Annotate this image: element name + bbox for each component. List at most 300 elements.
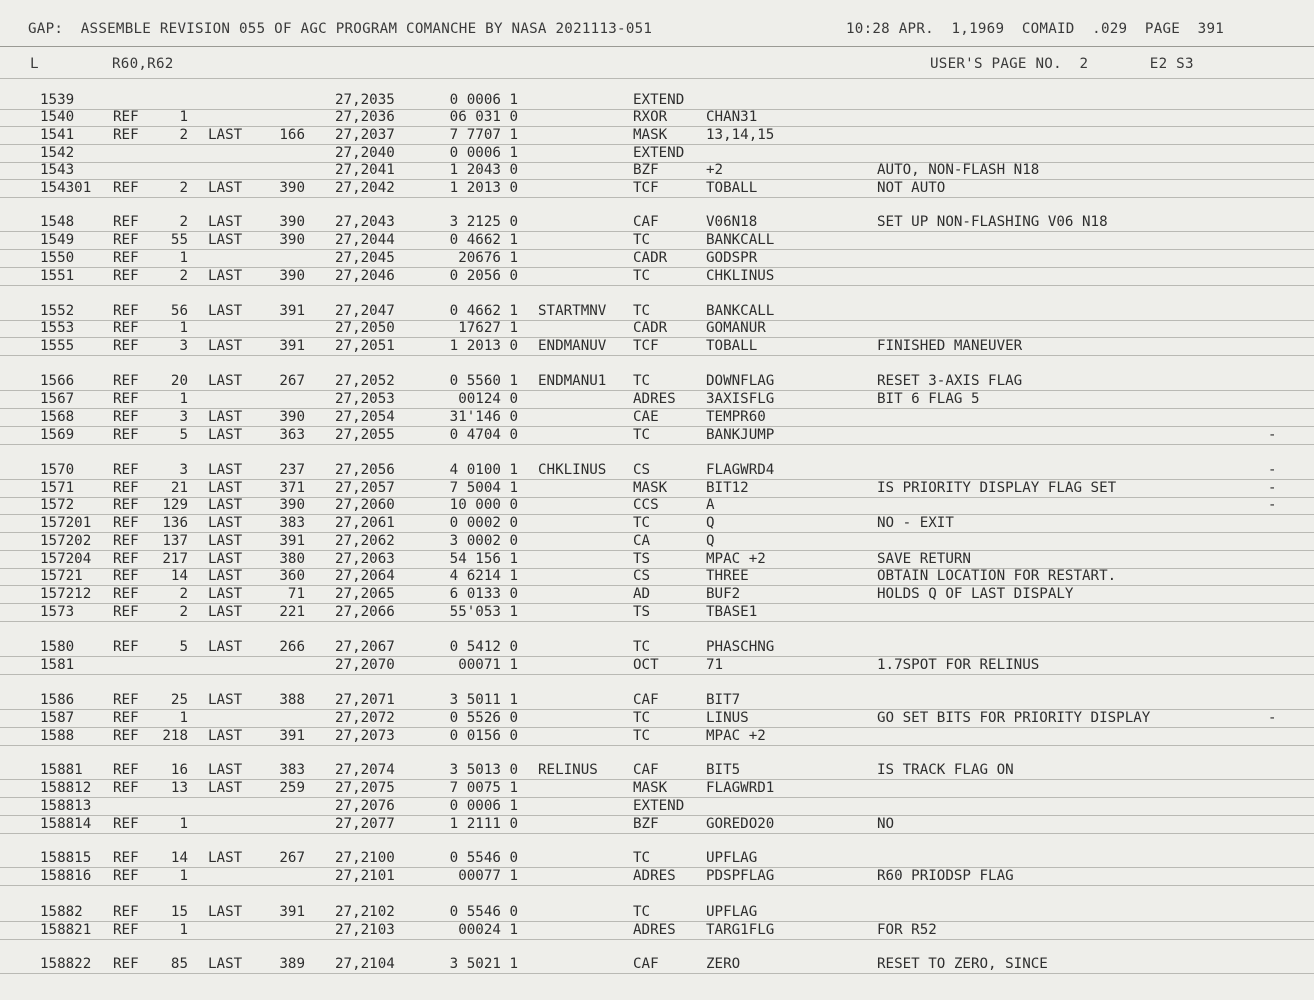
- cell-operand: BIT7: [706, 692, 741, 708]
- cell-lastn: 391: [279, 533, 305, 549]
- cell-operand: BUF2: [706, 586, 741, 602]
- cell-operand: BANKCALL: [706, 303, 775, 319]
- cell-lastn: 166: [279, 127, 305, 143]
- cell-refn: 20: [170, 373, 188, 389]
- paper-rule: [0, 585, 1314, 586]
- paper-rule: [0, 355, 1314, 356]
- cell-line: 158822: [40, 956, 92, 972]
- paper-rule: [0, 797, 1314, 798]
- cell-lastn: 371: [279, 480, 305, 496]
- cell-operand: TBASE1: [706, 604, 758, 620]
- cell-word: 0 2056 0: [449, 268, 518, 284]
- cell-last: LAST: [208, 904, 243, 920]
- cell-word: 4 6214 1: [449, 568, 518, 584]
- cell-word: 0 0006 1: [449, 798, 518, 814]
- cell-label: CHKLINUS: [538, 462, 607, 478]
- cell-op: CAF: [633, 214, 659, 230]
- cell-line: 1588: [40, 728, 75, 744]
- cell-line: 1551: [40, 268, 75, 284]
- cell-word: 0 5560 1: [449, 373, 518, 389]
- cell-last: LAST: [208, 427, 243, 443]
- cell-op: ADRES: [633, 868, 676, 884]
- cell-comment: HOLDS Q OF LAST DISPALY: [877, 586, 1074, 602]
- cell-lastn: 380: [279, 551, 305, 567]
- cell-lastn: 388: [279, 692, 305, 708]
- cell-operand: GOMANUR: [706, 320, 766, 336]
- cell-lastn: 390: [279, 497, 305, 513]
- cell-refn: 1: [179, 391, 188, 407]
- cell-addr: 27,2040: [335, 145, 395, 161]
- cell-comment: R60 PRIODSP FLAG: [877, 868, 1014, 884]
- cell-label: STARTMNV: [538, 303, 607, 319]
- cell-op: EXTEND: [633, 798, 685, 814]
- cell-op: CAF: [633, 762, 659, 778]
- cell-refn: 14: [170, 850, 188, 866]
- cell-refn: 136: [162, 515, 188, 531]
- cell-word: 6 0133 0: [449, 586, 518, 602]
- cell-refn: 2: [179, 214, 188, 230]
- cell-lastn: 360: [279, 568, 305, 584]
- cell-ref: REF: [113, 568, 139, 584]
- cell-addr: 27,2101: [335, 868, 395, 884]
- paper-rule: [0, 197, 1314, 198]
- cell-word: 00071 1: [458, 657, 518, 673]
- cell-op: AD: [633, 586, 651, 602]
- cell-ref: REF: [113, 710, 139, 726]
- cell-op: BZF: [633, 162, 659, 178]
- cell-ref: REF: [113, 391, 139, 407]
- cell-op: CAF: [633, 956, 659, 972]
- cell-word: 3 5013 0: [449, 762, 518, 778]
- cell-op: TS: [633, 604, 651, 620]
- assembly-header-right: 10:28 APR. 1,1969 COMAID .029 PAGE 391: [846, 21, 1225, 37]
- cell-lastn: 391: [279, 728, 305, 744]
- cell-ref: REF: [113, 180, 139, 196]
- cell-refn: 2: [179, 127, 188, 143]
- cell-operand: V06N18: [706, 214, 758, 230]
- cell-line: 1586: [40, 692, 75, 708]
- paper-rule: [0, 249, 1314, 250]
- cell-refn: 1: [179, 816, 188, 832]
- paper-rule: [0, 745, 1314, 746]
- cell-comment: FOR R52: [877, 922, 937, 938]
- cell-ref: REF: [113, 480, 139, 496]
- cell-label: ENDMANUV: [538, 338, 607, 354]
- cell-lastn: 221: [279, 604, 305, 620]
- cell-ref: REF: [113, 551, 139, 567]
- cell-refn: 137: [162, 533, 188, 549]
- cell-word: 20676 1: [458, 250, 518, 266]
- cell-word: 00024 1: [458, 922, 518, 938]
- cell-refn: 2: [179, 586, 188, 602]
- cell-refn: 1: [179, 250, 188, 266]
- cell-operand: MPAC +2: [706, 728, 766, 744]
- cell-line: 157204: [40, 551, 92, 567]
- cell-addr: 27,2043: [335, 214, 395, 230]
- cell-line: 1580: [40, 639, 75, 655]
- cell-word: 0 4662 1: [449, 303, 518, 319]
- cell-refn: 129: [162, 497, 188, 513]
- paper-rule: [0, 426, 1314, 427]
- cell-last: LAST: [208, 604, 243, 620]
- cell-ref: REF: [113, 497, 139, 513]
- cell-ref: REF: [113, 956, 139, 972]
- cell-addr: 27,2037: [335, 127, 395, 143]
- cell-line: 157212: [40, 586, 92, 602]
- cell-line: 1541: [40, 127, 75, 143]
- cell-operand: A: [706, 497, 715, 513]
- cell-refn: 5: [179, 427, 188, 443]
- cell-addr: 27,2055: [335, 427, 395, 443]
- cell-op: CADR: [633, 250, 668, 266]
- cell-last: LAST: [208, 762, 243, 778]
- cell-comment: RESET TO ZERO, SINCE: [877, 956, 1048, 972]
- paper-rule: [0, 621, 1314, 622]
- cell-operand: UPFLAG: [706, 904, 758, 920]
- cell-op: TC: [633, 515, 651, 531]
- cell-word: 0 0002 0: [449, 515, 518, 531]
- paper-rule: [0, 921, 1314, 922]
- cell-lastn: 390: [279, 268, 305, 284]
- margin-dash-mark: -: [1268, 497, 1277, 513]
- cell-word: 0 5546 0: [449, 850, 518, 866]
- paper-rule: [0, 126, 1314, 127]
- cell-addr: 27,2056: [335, 462, 395, 478]
- cell-addr: 27,2041: [335, 162, 395, 178]
- cell-comment: FINISHED MANEUVER: [877, 338, 1023, 354]
- paper-rule: [0, 109, 1314, 110]
- cell-op: CS: [633, 462, 651, 478]
- cell-op: RXOR: [633, 109, 668, 125]
- header-rule: [0, 46, 1314, 47]
- cell-word: 06 031 0: [449, 109, 518, 125]
- cell-line: 1581: [40, 657, 75, 673]
- cell-operand: MPAC +2: [706, 551, 766, 567]
- cell-word: 1 2043 0: [449, 162, 518, 178]
- cell-comment: AUTO, NON-FLASH N18: [877, 162, 1040, 178]
- cell-last: LAST: [208, 180, 243, 196]
- cell-addr: 27,2075: [335, 780, 395, 796]
- paper-rule: [0, 267, 1314, 268]
- cell-line: 1568: [40, 409, 75, 425]
- cell-refn: 55: [170, 232, 188, 248]
- cell-operand: ZERO: [706, 956, 741, 972]
- cell-op: ADRES: [633, 391, 676, 407]
- cell-op: MASK: [633, 780, 668, 796]
- cell-word: 0 5546 0: [449, 904, 518, 920]
- margin-dash-mark: -: [1268, 710, 1277, 726]
- cell-line: 158815: [40, 850, 92, 866]
- cell-op: TC: [633, 639, 651, 655]
- cell-ref: REF: [113, 109, 139, 125]
- cell-refn: 1: [179, 320, 188, 336]
- cell-last: LAST: [208, 480, 243, 496]
- cell-line: 1542: [40, 145, 75, 161]
- cell-line: 158816: [40, 868, 92, 884]
- cell-lastn: 237: [279, 462, 305, 478]
- cell-refn: 56: [170, 303, 188, 319]
- cell-operand: TOBALL: [706, 180, 758, 196]
- paper-rule: [0, 779, 1314, 780]
- cell-op: CAF: [633, 692, 659, 708]
- cell-op: EXTEND: [633, 92, 685, 108]
- cell-operand: BIT5: [706, 762, 741, 778]
- cell-last: LAST: [208, 568, 243, 584]
- cell-operand: 71: [706, 657, 724, 673]
- cell-addr: 27,2102: [335, 904, 395, 920]
- cell-operand: Q: [706, 533, 715, 549]
- cell-addr: 27,2042: [335, 180, 395, 196]
- cell-line: 1569: [40, 427, 75, 443]
- cell-last: LAST: [208, 373, 243, 389]
- paper-rule: [0, 815, 1314, 816]
- cell-ref: REF: [113, 868, 139, 884]
- cell-refn: 13: [170, 780, 188, 796]
- cell-ref: REF: [113, 728, 139, 744]
- cell-op: TC: [633, 268, 651, 284]
- cell-comment: RESET 3-AXIS FLAG: [877, 373, 1023, 389]
- cell-addr: 27,2045: [335, 250, 395, 266]
- cell-word: 1 2013 0: [449, 338, 518, 354]
- cell-line: 1540: [40, 109, 75, 125]
- cell-ref: REF: [113, 692, 139, 708]
- cell-ref: REF: [113, 303, 139, 319]
- cell-word: 0 5412 0: [449, 639, 518, 655]
- cell-addr: 27,2050: [335, 320, 395, 336]
- cell-last: LAST: [208, 728, 243, 744]
- paper-rule: [0, 550, 1314, 551]
- cell-ref: REF: [113, 232, 139, 248]
- cell-last: LAST: [208, 586, 243, 602]
- cell-operand: BANKCALL: [706, 232, 775, 248]
- cell-word: 3 5011 1: [449, 692, 518, 708]
- cell-op: CA: [633, 533, 651, 549]
- cell-refn: 85: [170, 956, 188, 972]
- cell-op: CS: [633, 568, 651, 584]
- cell-addr: 27,2047: [335, 303, 395, 319]
- cell-word: 3 0002 0: [449, 533, 518, 549]
- cell-addr: 27,2062: [335, 533, 395, 549]
- cell-ref: REF: [113, 780, 139, 796]
- cell-op: TC: [633, 232, 651, 248]
- paper-rule: [0, 973, 1314, 974]
- cell-line: 158813: [40, 798, 92, 814]
- cell-word: 31'146 0: [449, 409, 518, 425]
- cell-comment: IS PRIORITY DISPLAY FLAG SET: [877, 480, 1117, 496]
- cell-addr: 27,2051: [335, 338, 395, 354]
- cell-line: 15881: [40, 762, 83, 778]
- cell-comment: IS TRACK FLAG ON: [877, 762, 1014, 778]
- cell-word: 0 0006 1: [449, 92, 518, 108]
- paper-rule: [0, 231, 1314, 232]
- cell-addr: 27,2103: [335, 922, 395, 938]
- cell-addr: 27,2036: [335, 109, 395, 125]
- cell-word: 17627 1: [458, 320, 518, 336]
- assembly-header-left: GAP: ASSEMBLE REVISION 055 OF AGC PROGRAM COMANCHE BY NASA 2021113-051: [28, 21, 653, 37]
- cell-word: 4 0100 1: [449, 462, 518, 478]
- cell-addr: 27,2061: [335, 515, 395, 531]
- paper-rule: [0, 497, 1314, 498]
- paper-rule: [0, 514, 1314, 515]
- cell-addr: 27,2054: [335, 409, 395, 425]
- cell-line: 1570: [40, 462, 75, 478]
- cell-word: 1 2111 0: [449, 816, 518, 832]
- paper-rule: [0, 568, 1314, 569]
- cell-last: LAST: [208, 232, 243, 248]
- cell-line: 1549: [40, 232, 75, 248]
- cell-addr: 27,2063: [335, 551, 395, 567]
- cell-lastn: 259: [279, 780, 305, 796]
- cell-last: LAST: [208, 127, 243, 143]
- cell-last: LAST: [208, 692, 243, 708]
- cell-ref: REF: [113, 515, 139, 531]
- paper-rule: [0, 337, 1314, 338]
- cell-addr: 27,2104: [335, 956, 395, 972]
- cell-lastn: 390: [279, 232, 305, 248]
- cell-comment: SET UP NON-FLASHING V06 N18: [877, 214, 1108, 230]
- paper-rule: [0, 833, 1314, 834]
- paper-rule: [0, 479, 1314, 480]
- cell-operand: PDSPFLAG: [706, 868, 775, 884]
- cell-lastn: 267: [279, 850, 305, 866]
- cell-refn: 1: [179, 109, 188, 125]
- cell-line: 157201: [40, 515, 92, 531]
- cell-addr: 27,2046: [335, 268, 395, 284]
- cell-op: TC: [633, 728, 651, 744]
- cell-ref: REF: [113, 127, 139, 143]
- cell-operand: CHAN31: [706, 109, 758, 125]
- listing-type-label: L: [30, 56, 39, 72]
- paper-rule: [0, 939, 1314, 940]
- cell-operand: LINUS: [706, 710, 749, 726]
- cell-comment: 1.7SPOT FOR RELINUS: [877, 657, 1040, 673]
- cell-refn: 2: [179, 180, 188, 196]
- cell-op: TC: [633, 850, 651, 866]
- cell-op: OCT: [633, 657, 659, 673]
- cell-line: 158821: [40, 922, 92, 938]
- cell-addr: 27,2060: [335, 497, 395, 513]
- paper-rule: [0, 603, 1314, 604]
- cell-refn: 3: [179, 409, 188, 425]
- paper-rule: [0, 408, 1314, 409]
- cell-last: LAST: [208, 338, 243, 354]
- cell-op: TC: [633, 710, 651, 726]
- cell-ref: REF: [113, 250, 139, 266]
- cell-op: TC: [633, 427, 651, 443]
- cell-last: LAST: [208, 268, 243, 284]
- cell-ref: REF: [113, 762, 139, 778]
- cell-addr: 27,2074: [335, 762, 395, 778]
- cell-addr: 27,2035: [335, 92, 395, 108]
- cell-operand: 13,14,15: [706, 127, 775, 143]
- cell-ref: REF: [113, 604, 139, 620]
- cell-operand: FLAGWRD4: [706, 462, 775, 478]
- cell-operand: TEMPR60: [706, 409, 766, 425]
- cell-addr: 27,2057: [335, 480, 395, 496]
- cell-line: 1587: [40, 710, 75, 726]
- cell-operand: CHKLINUS: [706, 268, 775, 284]
- cell-lastn: 390: [279, 214, 305, 230]
- cell-line: 1571: [40, 480, 75, 496]
- paper-rule: [0, 709, 1314, 710]
- cell-op: EXTEND: [633, 145, 685, 161]
- cell-op: BZF: [633, 816, 659, 832]
- cell-last: LAST: [208, 214, 243, 230]
- cell-op: TC: [633, 904, 651, 920]
- paper-rule: [0, 390, 1314, 391]
- cell-line: 1555: [40, 338, 75, 354]
- margin-dash-mark: -: [1268, 480, 1277, 496]
- cell-operand: GODSPR: [706, 250, 758, 266]
- cell-label: ENDMANU1: [538, 373, 607, 389]
- cell-operand: FLAGWRD1: [706, 780, 775, 796]
- cell-line: 1539: [40, 92, 75, 108]
- cell-label: RELINUS: [538, 762, 598, 778]
- cell-ref: REF: [113, 904, 139, 920]
- cell-word: 0 0156 0: [449, 728, 518, 744]
- user-page-label: USER'S PAGE NO. 2 E2 S3: [930, 56, 1194, 72]
- cell-lastn: 267: [279, 373, 305, 389]
- cell-comment: NO - EXIT: [877, 515, 954, 531]
- routine-label: R60,R62: [112, 56, 174, 72]
- paper-rule: [0, 285, 1314, 286]
- cell-comment: BIT 6 FLAG 5: [877, 391, 980, 407]
- cell-operand: Q: [706, 515, 715, 531]
- cell-addr: 27,2070: [335, 657, 395, 673]
- cell-refn: 3: [179, 338, 188, 354]
- cell-line: 1553: [40, 320, 75, 336]
- cell-refn: 1: [179, 868, 188, 884]
- cell-addr: 27,2044: [335, 232, 395, 248]
- cell-last: LAST: [208, 551, 243, 567]
- cell-operand: +2: [706, 162, 724, 178]
- cell-operand: BIT12: [706, 480, 749, 496]
- cell-ref: REF: [113, 533, 139, 549]
- cell-line: 154301: [40, 180, 92, 196]
- cell-addr: 27,2071: [335, 692, 395, 708]
- cell-refn: 16: [170, 762, 188, 778]
- cell-last: LAST: [208, 533, 243, 549]
- cell-comment: SAVE RETURN: [877, 551, 971, 567]
- cell-word: 0 0006 1: [449, 145, 518, 161]
- cell-addr: 27,2065: [335, 586, 395, 602]
- cell-word: 3 5021 1: [449, 956, 518, 972]
- cell-word: 0 4662 1: [449, 232, 518, 248]
- paper-rule: [0, 867, 1314, 868]
- paper-rule: [0, 885, 1314, 886]
- cell-addr: 27,2077: [335, 816, 395, 832]
- cell-word: 0 4704 0: [449, 427, 518, 443]
- cell-operand: DOWNFLAG: [706, 373, 775, 389]
- cell-last: LAST: [208, 303, 243, 319]
- cell-addr: 27,2076: [335, 798, 395, 814]
- cell-ref: REF: [113, 214, 139, 230]
- cell-last: LAST: [208, 515, 243, 531]
- cell-word: 54 156 1: [449, 551, 518, 567]
- cell-word: 3 2125 0: [449, 214, 518, 230]
- cell-refn: 25: [170, 692, 188, 708]
- cell-ref: REF: [113, 462, 139, 478]
- cell-op: MASK: [633, 480, 668, 496]
- cell-operand: 3AXISFLG: [706, 391, 775, 407]
- cell-lastn: 391: [279, 338, 305, 354]
- cell-operand: TARG1FLG: [706, 922, 775, 938]
- cell-word: 55'053 1: [449, 604, 518, 620]
- cell-ref: REF: [113, 320, 139, 336]
- cell-op: TCF: [633, 338, 659, 354]
- cell-last: LAST: [208, 497, 243, 513]
- cell-refn: 2: [179, 268, 188, 284]
